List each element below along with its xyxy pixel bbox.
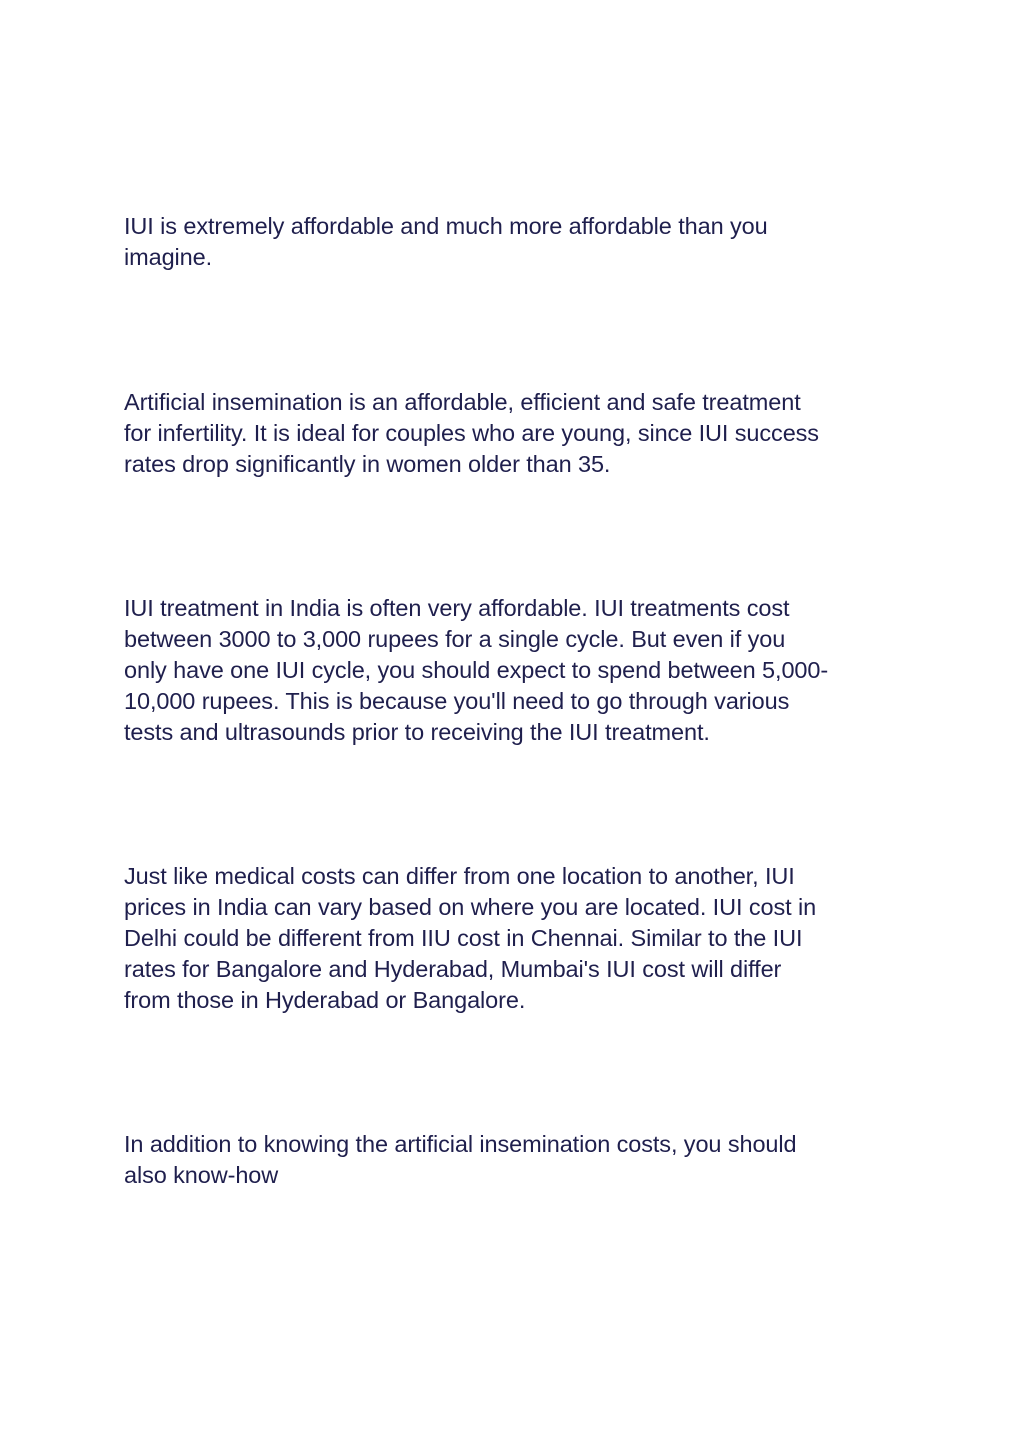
paragraph-know-how: In addition to knowing the artificial insemination costs, you should also know-how — [124, 1131, 797, 1188]
paragraph-iui-cost-india: IUI treatment in India is often very affordable. IUI treatments cost between 3000 to 3,000 rupees for a single cycle. But even if you only have one IUI cycle, you should expect to spend between 5,000- 10,000 rupees. This is because you'll need to go through various tests and ultrasounds prior to receiving the IUI treatment. — [124, 595, 829, 745]
paragraph-iui-cost-by-location: Just like medical costs can differ from one location to another, IUI prices in India can vary based on where you are located. IUI cost in Delhi could be different from IIU cost in Chennai. Similar to the IUI rates for Bangalore and Hyderabad, Mumbai's IUI cost will differ from those in Hyderabad or Bangalore. — [124, 863, 817, 1013]
paragraph-affordability-intro: IUI is extremely affordable and much more affordable than you imagine. — [124, 213, 768, 270]
paragraph-artificial-insemination-overview: Artificial insemination is an affordable, efficient and safe treatment for infertility. It is ideal for couples who are young, since IUI success rates drop significantly in women older than 35. — [124, 389, 819, 477]
